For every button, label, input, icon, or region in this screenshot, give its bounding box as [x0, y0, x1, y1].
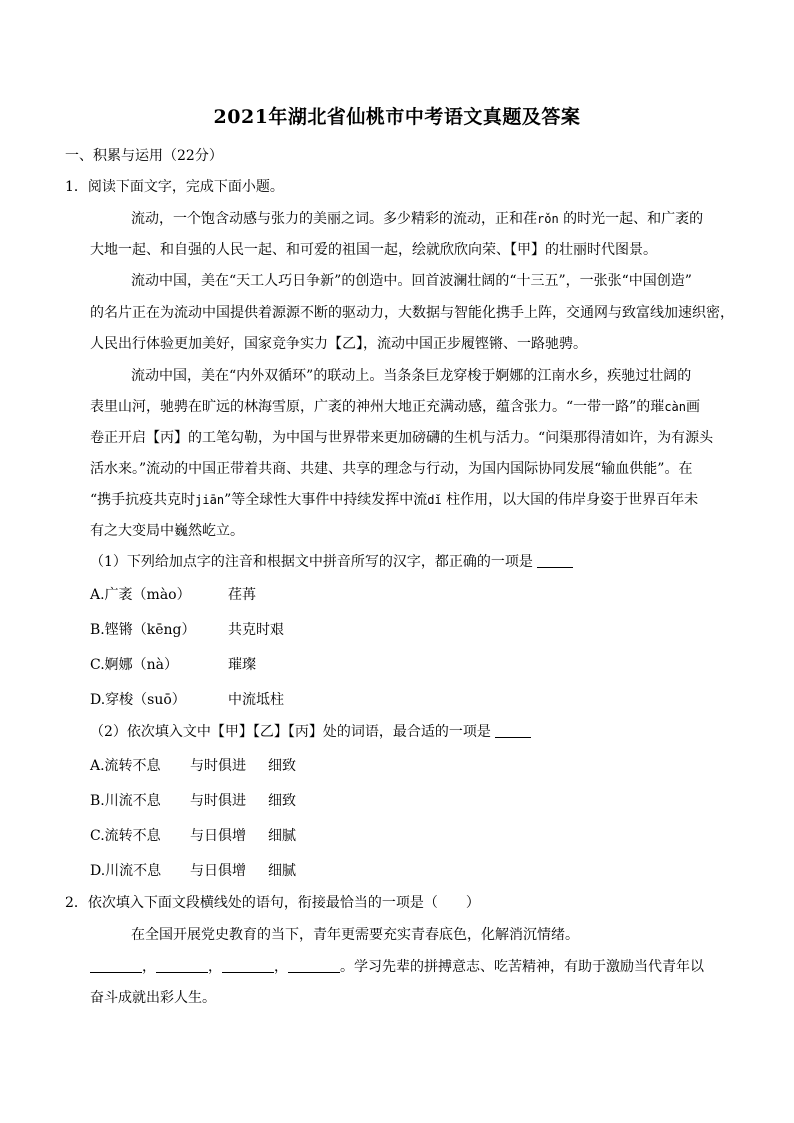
- option-c: C.婀娜（nà） 璀璨: [90, 657, 256, 673]
- option-a: A.流转不息 与时俱进 细致: [90, 758, 296, 774]
- answer-blank: [222, 958, 274, 973]
- passage-line: 流动，一个饱含动感与张力的美丽之词。多少精彩的流动，正和荏rǒn 的时光一起、和广袤的: [131, 211, 704, 227]
- option-d: D.川流不息 与日俱增 细腻: [90, 863, 296, 879]
- blank-line: ， ， ， 。学习先辈的拼搏意志、吃苦精神，有助于激励当代青年以: [90, 957, 704, 977]
- answer-blank: [537, 553, 573, 568]
- passage-line: 流动中国，美在“天工人巧日争新”的创造中。回首波澜壮阔的“十三五”，一张张“中国创造”: [131, 273, 692, 289]
- option-a: A.广袤（mào） 荏苒: [90, 587, 256, 603]
- subquestion-1-stem: （1）下列给加点字的注音和根据文中拼音所写的汉字，都正确的一项是: [90, 552, 573, 572]
- option-c: C.流转不息 与日俱增 细腻: [90, 828, 296, 844]
- passage-line: 活水来。”流动的中国正带着共商、共建、共享的理念与行动，为国内国际协同发展“输血供能”。在: [90, 461, 693, 477]
- passage-line: 人民出行体验更加美好，国家竞争实力【乙】，流动中国正步履铿锵、一路驰骋。: [90, 336, 587, 352]
- passage-line: 卷正开启【丙】的工笔勾勒，为中国与世界带来更加磅礴的生机与活力。“问渠那得清如许，为有源头: [90, 430, 714, 446]
- passage-line: 表里山河，驰骋在旷远的林海雪原，广袤的神州大地正充满动感，蕴含张力。“一带一路”的璀càn画: [90, 399, 700, 415]
- option-b: B.川流不息 与时俱进 细致: [90, 793, 296, 809]
- subquestion-2-stem: （2）依次填入文中【甲】【乙】【丙】处的词语，最合适的一项是: [90, 722, 531, 742]
- answer-blank: [495, 723, 531, 738]
- passage-line: 流动中国，美在“内外双循环”的联动上。当条条巨龙穿梭于婀娜的江南水乡，疾驰过壮阔的: [131, 368, 692, 384]
- question-1-stem: 1．阅读下面文字，完成下面小题。: [65, 179, 284, 195]
- page-title: 2021年湖北省仙桃市中考语文真题及答案: [213, 106, 581, 128]
- section-heading: 一、积累与运用（22分）: [65, 148, 223, 164]
- passage-line: 的名片正在为流动中国提供着源源不断的驱动力，大数据与智能化携手上阵，交通网与致富线加速织密，: [90, 305, 734, 321]
- answer-blank: [156, 958, 208, 973]
- option-b: B.铿锵（kēng） 共克时艰: [90, 622, 284, 638]
- answer-blank: [90, 958, 142, 973]
- answer-blank: [288, 958, 340, 973]
- passage-line: 大地一起、和自强的人民一起、和可爱的祖国一起，绘就欣欣向荣、【甲】的壮丽时代图景。: [90, 242, 657, 258]
- passage-line: “携手抗疫共克时jiān”等全球性大事件中持续发挥中流dǐ 柱作用，以大国的伟岸身姿于世界百年未: [90, 492, 699, 508]
- passage-line: 在全国开展党史教育的当下，青年更需要充实青春底色，化解消沉情绪。: [131, 927, 579, 943]
- passage-line: 奋斗成就出彩人生。: [90, 990, 216, 1006]
- passage-line: 有之大变局中巍然屹立。: [90, 523, 244, 539]
- question-2-stem: 2．依次填入下面文段横线处的语句，衔接最恰当的一项是（ ）: [65, 895, 480, 911]
- option-d: D.穿梭（suō） 中流坻柱: [90, 692, 284, 708]
